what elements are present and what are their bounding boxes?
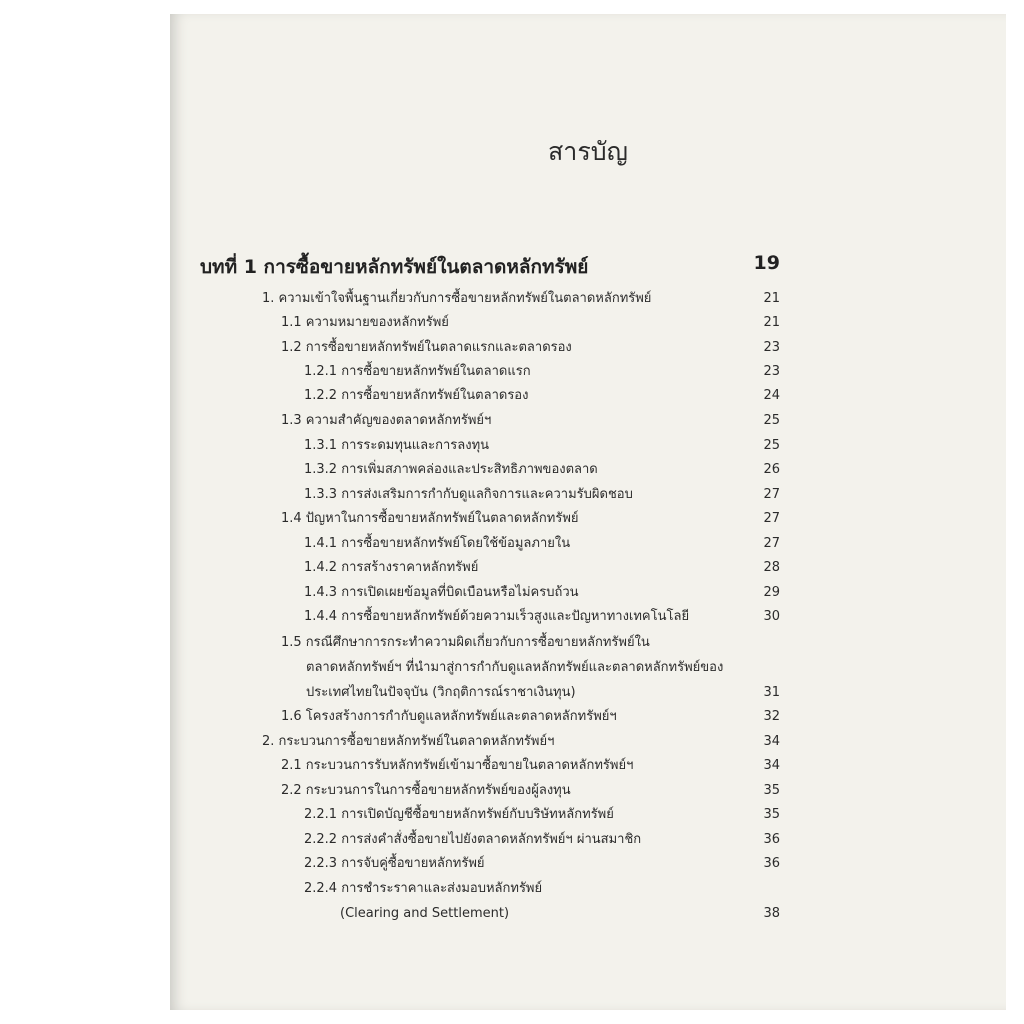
toc-entry-continuation: ประเทศไทยในปัจจุบัน (วิกฤติการณ์ราชาเงินทุน)	[306, 685, 576, 700]
toc-page-number: 26	[763, 462, 780, 477]
toc-entry: 1.4.3 การเปิดเผยข้อมูลที่บิดเบือนหรือไม่ครบถ้วน	[304, 585, 579, 600]
toc-entry: 1.4 ปัญหาในการซื้อขายหลักทรัพย์ในตลาดหลักทรัพย์	[281, 511, 579, 526]
toc-page-number: 29	[763, 585, 780, 600]
toc-entry: 1.4.2 การสร้างราคาหลักทรัพย์	[304, 560, 479, 575]
toc-entry: 1.3.1 การระดมทุนและการลงทุน	[304, 438, 490, 453]
toc-entry: 1.2.1 การซื้อขายหลักทรัพย์ในตลาดแรก	[304, 364, 531, 379]
toc-page-number: 23	[763, 340, 780, 355]
toc-page-number: 32	[763, 709, 780, 724]
toc-entry: 1.6 โครงสร้างการกำกับดูแลหลักทรัพย์และตลาดหลักทรัพย์ฯ	[281, 709, 617, 724]
chapter-page-number: 19	[753, 252, 780, 274]
toc-page-number: 25	[763, 438, 780, 453]
toc-page-number: 38	[763, 906, 780, 921]
toc-entry: 1.1 ความหมายของหลักทรัพย์	[281, 315, 449, 330]
chapter-title: บทที่ 1 การซื้อขายหลักทรัพย์ในตลาดหลักทรัพย์	[200, 256, 589, 278]
toc-page-number: 24	[763, 388, 780, 403]
toc-entry: 1.2.2 การซื้อขายหลักทรัพย์ในตลาดรอง	[304, 388, 529, 403]
toc-entry: 1.4.4 การซื้อขายหลักทรัพย์ด้วยความเร็วสูงและปัญหาทางเทคโนโลยี	[304, 609, 690, 624]
toc-page-number: 21	[763, 315, 780, 330]
toc-page-number: 28	[763, 560, 780, 575]
toc-page-number: 27	[763, 536, 780, 551]
toc-entry: 1.3 ความสำคัญของตลาดหลักทรัพย์ฯ	[281, 413, 492, 428]
toc-entry: 1.3.2 การเพิ่มสภาพคล่องและประสิทธิภาพของตลาด	[304, 462, 598, 477]
toc-page-number: 25	[763, 413, 780, 428]
toc-page-number: 34	[763, 734, 780, 749]
toc-entry: 2.2.2 การส่งคำสั่งซื้อขายไปยังตลาดหลักทรัพย์ฯ ผ่านสมาชิก	[304, 832, 642, 847]
toc-page-number: 27	[763, 487, 780, 502]
toc-page-number: 23	[763, 364, 780, 379]
toc-page-number: 21	[763, 291, 780, 306]
page-title: สารบัญ	[548, 137, 628, 166]
toc-entry-continuation: (Clearing and Settlement)	[340, 906, 510, 921]
toc-entry: 1.3.3 การส่งเสริมการกำกับดูแลกิจการและความรับผิดชอบ	[304, 487, 633, 502]
toc-entry: 2.2.1 การเปิดบัญชีซื้อขายหลักทรัพย์กับบริษัทหลักทรัพย์	[304, 807, 614, 822]
toc-entry: 2. กระบวนการซื้อขายหลักทรัพย์ในตลาดหลักทรัพย์ฯ	[262, 734, 555, 749]
toc-entry: 2.2.3 การจับคู่ซื้อขายหลักทรัพย์	[304, 856, 485, 871]
toc-entry-continuation: ตลาดหลักทรัพย์ฯ ที่นำมาสู่การกำกับดูแลหลักทรัพย์และตลาดหลักทรัพย์ของ	[306, 660, 724, 675]
toc-entry: 2.2 กระบวนการในการซื้อขายหลักทรัพย์ของผู้ลงทุน	[281, 783, 571, 798]
toc-page-number: 35	[763, 783, 780, 798]
toc-entry: 2.2.4 การชำระราคาและส่งมอบหลักทรัพย์	[304, 881, 543, 896]
toc-entry: 2.1 กระบวนการรับหลักทรัพย์เข้ามาซื้อขายในตลาดหลักทรัพย์ฯ	[281, 758, 634, 773]
toc-page-number: 30	[763, 609, 780, 624]
toc-page-number: 36	[763, 832, 780, 847]
toc-page-number: 27	[763, 511, 780, 526]
toc-entry: 1. ความเข้าใจพื้นฐานเกี่ยวกับการซื้อขายหลักทรัพย์ในตลาดหลักทรัพย์	[262, 291, 652, 306]
toc-page-number: 36	[763, 856, 780, 871]
toc-page-number: 35	[763, 807, 780, 822]
toc-entry: 1.2 การซื้อขายหลักทรัพย์ในตลาดแรกและตลาดรอง	[281, 340, 572, 355]
toc-page-number: 31	[763, 685, 780, 700]
toc-entry: 1.4.1 การซื้อขายหลักทรัพย์โดยใช้ข้อมูลภายใน	[304, 536, 571, 551]
toc-entry: 1.5 กรณีศึกษาการกระทำความผิดเกี่ยวกับการซื้อขายหลักทรัพย์ใน	[281, 635, 650, 650]
chapter-heading	[200, 248, 780, 282]
toc-page-number: 34	[763, 758, 780, 773]
